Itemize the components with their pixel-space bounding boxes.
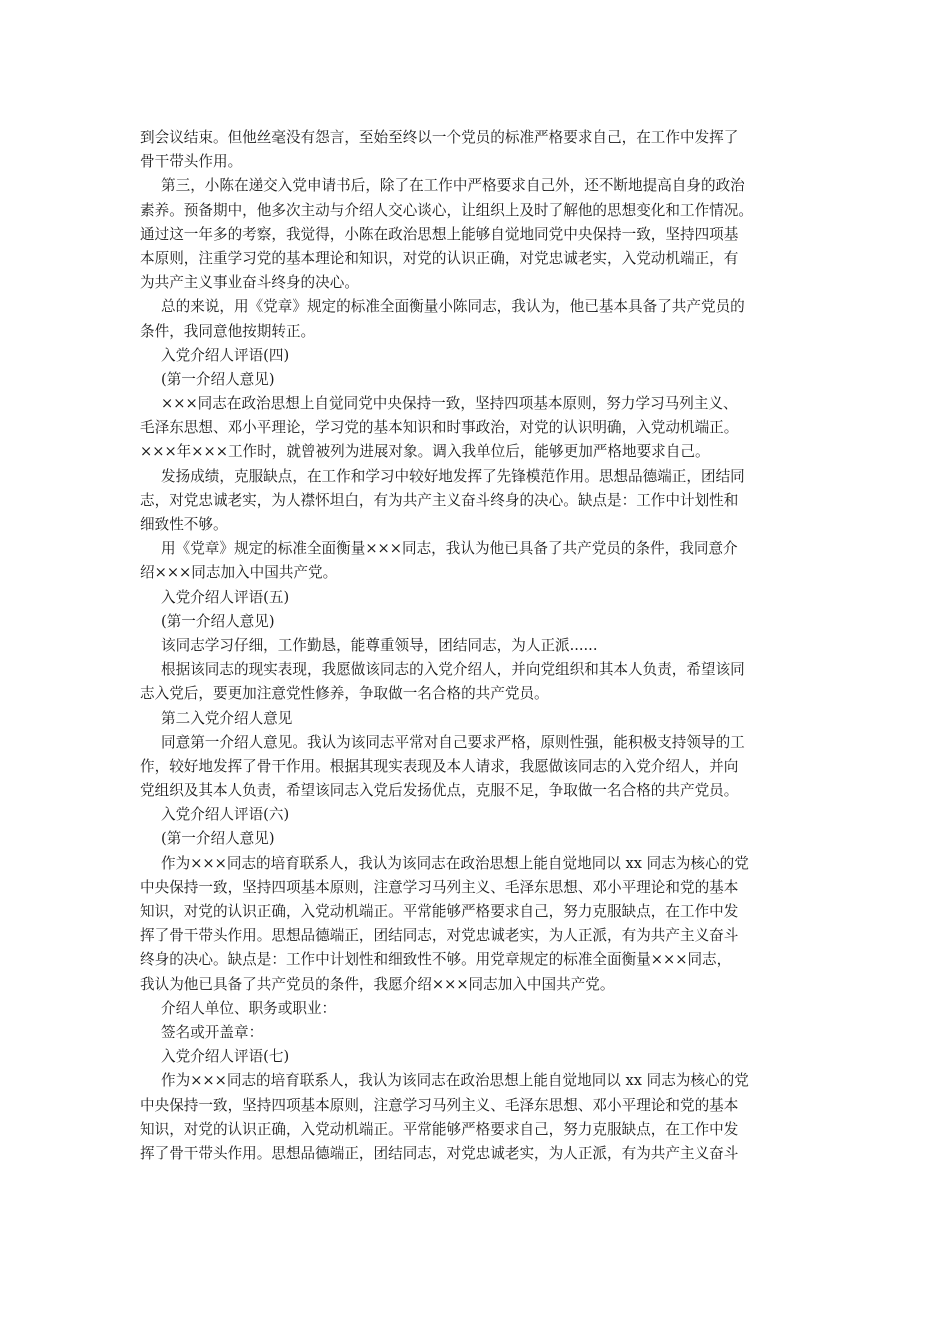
text-line: (第一介绍人意见) [161,830,275,848]
text-line: (第一介绍人意见) [161,612,275,630]
text-line: 签名或开盖章： [161,1023,264,1041]
text-line: 骨干带头作用。 [140,153,243,171]
text-line: 入党介绍人评语(六) [161,806,290,824]
text-line: 第二入党介绍人意见 [161,709,293,727]
text-line: 知识，对党的认识正确，入党动机端正。平常能够严格要求自己，努力克服缺点，在工作中发 [140,1120,739,1138]
text-line: 终身的决心。缺点是：工作中计划性和细致性不够。用党章规定的标准全面衡量×××同志， [140,951,732,969]
text-line: 志，对党忠诚老实，为人襟怀坦白，有为共产主义奋斗终身的决心。缺点是：工作中计划性和 [140,491,739,509]
text-line: 中央保持一致，坚持四项基本原则，注意学习马列主义、毛泽东思想、邓小平理论和党的基本 [140,878,739,896]
text-line: 作为×××同志的培育联系人，我认为该同志在政治思想上能自觉地同以 xx 同志为核心的党 [161,1072,749,1090]
text-line: 知识，对党的认识正确，入党动机端正。平常能够严格要求自己，努力克服缺点，在工作中发 [140,903,739,920]
text-line: ×××同志在政治思想上自觉同党中央保持一致，坚持四项基本原则，努力学习马列主义、 [161,395,738,413]
text-line: 介绍人单位、职务或职业： [161,999,337,1017]
text-line: 挥了骨干带头作用。思想品德端正，团结同志，对党忠诚老实，为人正派，有为共产主义奋斗 [140,927,739,945]
text-line: 志入党后，要更加注意党性修养，争取做一名合格的共产党员。 [140,685,549,703]
text-line: 素养。预备期中，他多次主动与介绍人交心谈心，让组织上及时了解他的思想变化和工作情况。 [140,201,753,219]
text-line: 本原则，注重学习党的基本理论和知识，对党的认识正确，对党忠诚老实，入党动机端正，有 [140,249,739,267]
text-line: 同意第一介绍人意见。我认为该同志平常对自己要求严格，原则性强，能积极支持领导的工 [161,733,745,751]
text-line: 作，较好地发挥了骨干作用。根据其现实表现及本人请求，我愿做该同志的入党介绍人，并向 [140,757,739,775]
text-line: 第三，小陈在递交入党申请书后，除了在工作中严格要求自己外，还不断地提高自身的政治 [161,177,745,195]
text-line: 毛泽东思想、邓小平理论，学习党的基本知识和时事政治，对党的认识明确，入党动机端正。 [140,419,739,437]
text-line: 作为×××同志的培育联系人，我认为该同志在政治思想上能自觉地同以 xx 同志为核心的党 [161,854,749,872]
text-line: 绍×××同志加入中国共产党。 [140,564,338,582]
text-line: 为共产主义事业奋斗终身的决心。 [140,274,359,292]
text-line: 到会议结束。但他丝毫没有怨言，至始至终以一个党员的标准严格要求自己，在工作中发挥了 [140,129,739,146]
text-line: ×××年×××工作时，就曾被列为进展对象。调入我单位后，能够更加严格地要求自己。 [140,443,710,461]
text-line: 入党介绍人评语(七) [161,1048,290,1066]
text-line: 挥了骨干带头作用。思想品德端正，团结同志，对党忠诚老实，为人正派，有为共产主义奋斗 [140,1144,739,1162]
text-line: (第一介绍人意见) [161,370,275,388]
text-line: 用《党章》规定的标准全面衡量×××同志，我认为他已具备了共产党员的条件，我同意介 [161,540,738,558]
text-line: 根据该同志的现实表现，我愿做该同志的入党介绍人，并向党组织和其本人负责，希望该同 [161,661,745,679]
text-line: 我认为他已具备了共产党员的条件，我愿介绍×××同志加入中国共产党。 [140,975,615,993]
text-line: 入党介绍人评语(五) [161,588,290,606]
document-body [140,126,810,1166]
text-line: 总的来说，用《党章》规定的标准全面衡量小陈同志，我认为，他已基本具备了共产党员的 [161,298,745,316]
text-line: 通过这一年多的考察，我觉得，小陈在政治思想上能够自觉地同党中央保持一致，坚持四项基 [140,225,739,243]
text-line: 党组织及其本人负责，希望该同志入党后发扬优点，克服不足，争取做一名合格的共产党员。 [140,782,739,800]
text-line: 发扬成绩，克服缺点，在工作和学习中较好地发挥了先锋模范作用。思想品德端正，团结同 [161,467,745,485]
text-line: 该同志学习仔细，工作勤恳，能尊重领导，团结同志，为人正派...... [161,636,598,654]
text-line: 入党介绍人评语(四) [161,346,290,364]
text-line: 条件，我同意他按期转正。 [140,322,316,340]
text-line: 细致性不够。 [140,516,228,533]
text-line: 中央保持一致，坚持四项基本原则，注意学习马列主义、毛泽东思想、邓小平理论和党的基本 [140,1096,739,1114]
